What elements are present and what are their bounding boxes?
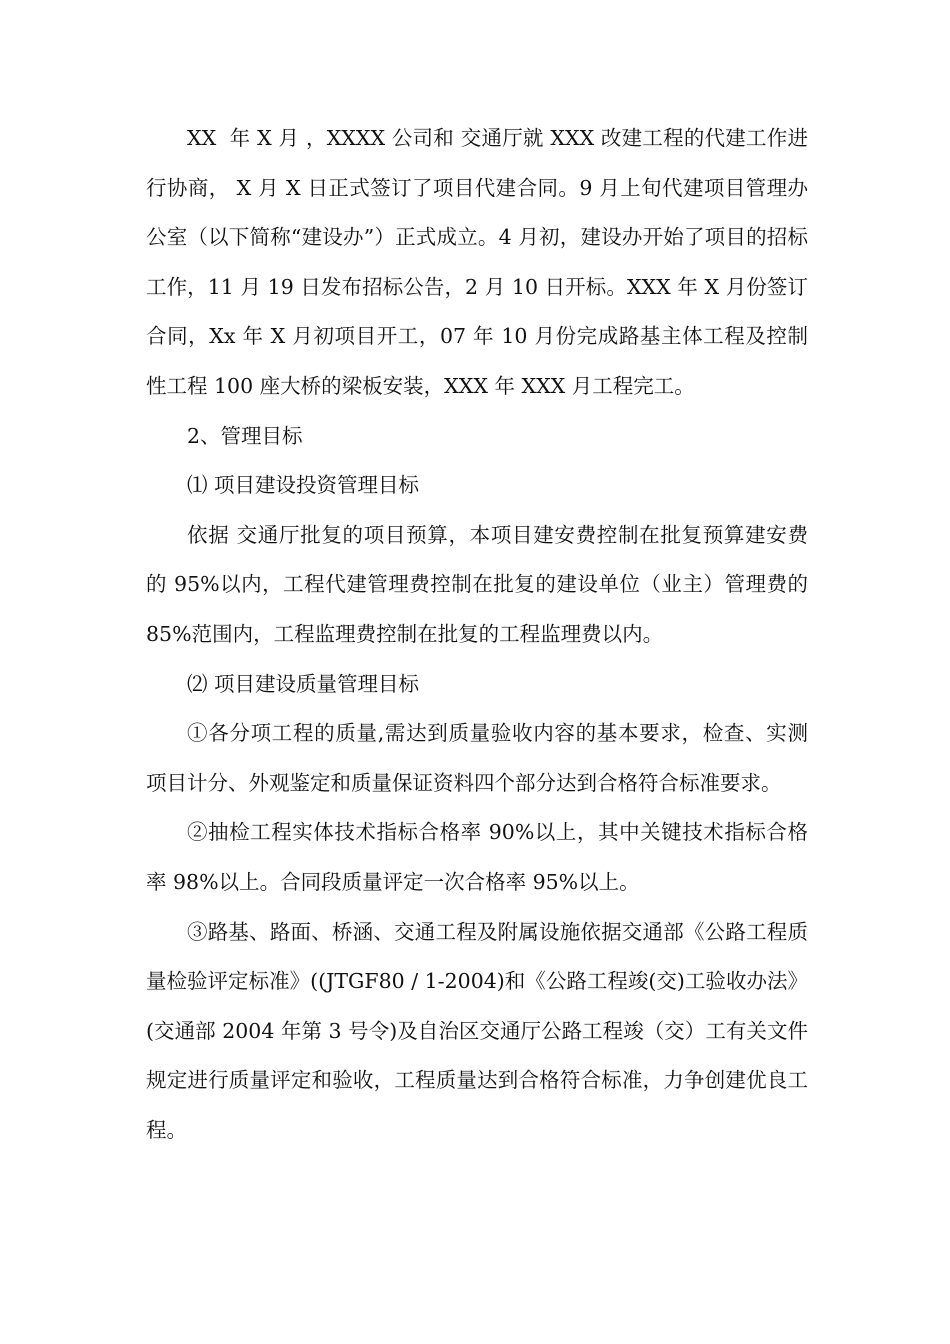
document-page [146, 114, 815, 1155]
paragraph-quality-item-3: ③路基、路面、桥涵、交通工程及附属设施依据交通部《公路工程质量检验评定标准》((JTGF80 / 1-2004)和《公路工程竣(交)工验收办法》(交通部 2004 年第 3 号令)及自治区交通厅公路工程竣（交）工有关文件规定进行质量评定和验收，工程质量达到合格符合标准，力争创建优良工程。 [146, 919, 808, 1142]
heading-investment-goal: ⑴ 项目建设投资管理目标 [187, 473, 420, 498]
paragraph-investment-goal: 依据 交通厅批复的项目预算，本项目建安费控制在批复预算建安费的 95%以内，工程代建管理费控制在批复的建设单位（业主）管理费的 85%范围内，工程监理费控制在批复的工程监理费以内。 [146, 522, 815, 646]
paragraph-quality-item-1: ①各分项工程的质量,需达到质量验收内容的基本要求，检查、实测项目计分、外观鉴定和质量保证资料四个部分达到合格符合标准要求。 [146, 721, 808, 795]
paragraph-quality-item-2: ②抽检工程实体技术指标合格率 90%以上，其中关键技术指标合格率 98%以上。合同段质量评定一次合格率 95%以上。 [146, 820, 808, 894]
heading-quality-goal: ⑵ 项目建设质量管理目标 [187, 671, 420, 696]
paragraph-project-background: XX 年 X 月 ，XXXX 公司和 交通厅就 XXX 改建工程的代建工作进行协商， X 月 X 日正式签订了项目代建合同。9 月上旬代建项目管理办公室（以下简称“建设办”）正式成立。4 月初，建设办开始了项目的招标工作，11 月 19 日发布招标公告，2 月 10 日开标。XXX 年 X 月份签订合同，Xx 年 X 月初项目开工，07 年 10 月份完成路基主体工程及控制性工程 100 座大桥的梁板安装，XXX 年 XXX 月工程完工。 [146, 126, 808, 398]
heading-management-goals: 2、管理目标 [187, 423, 303, 448]
